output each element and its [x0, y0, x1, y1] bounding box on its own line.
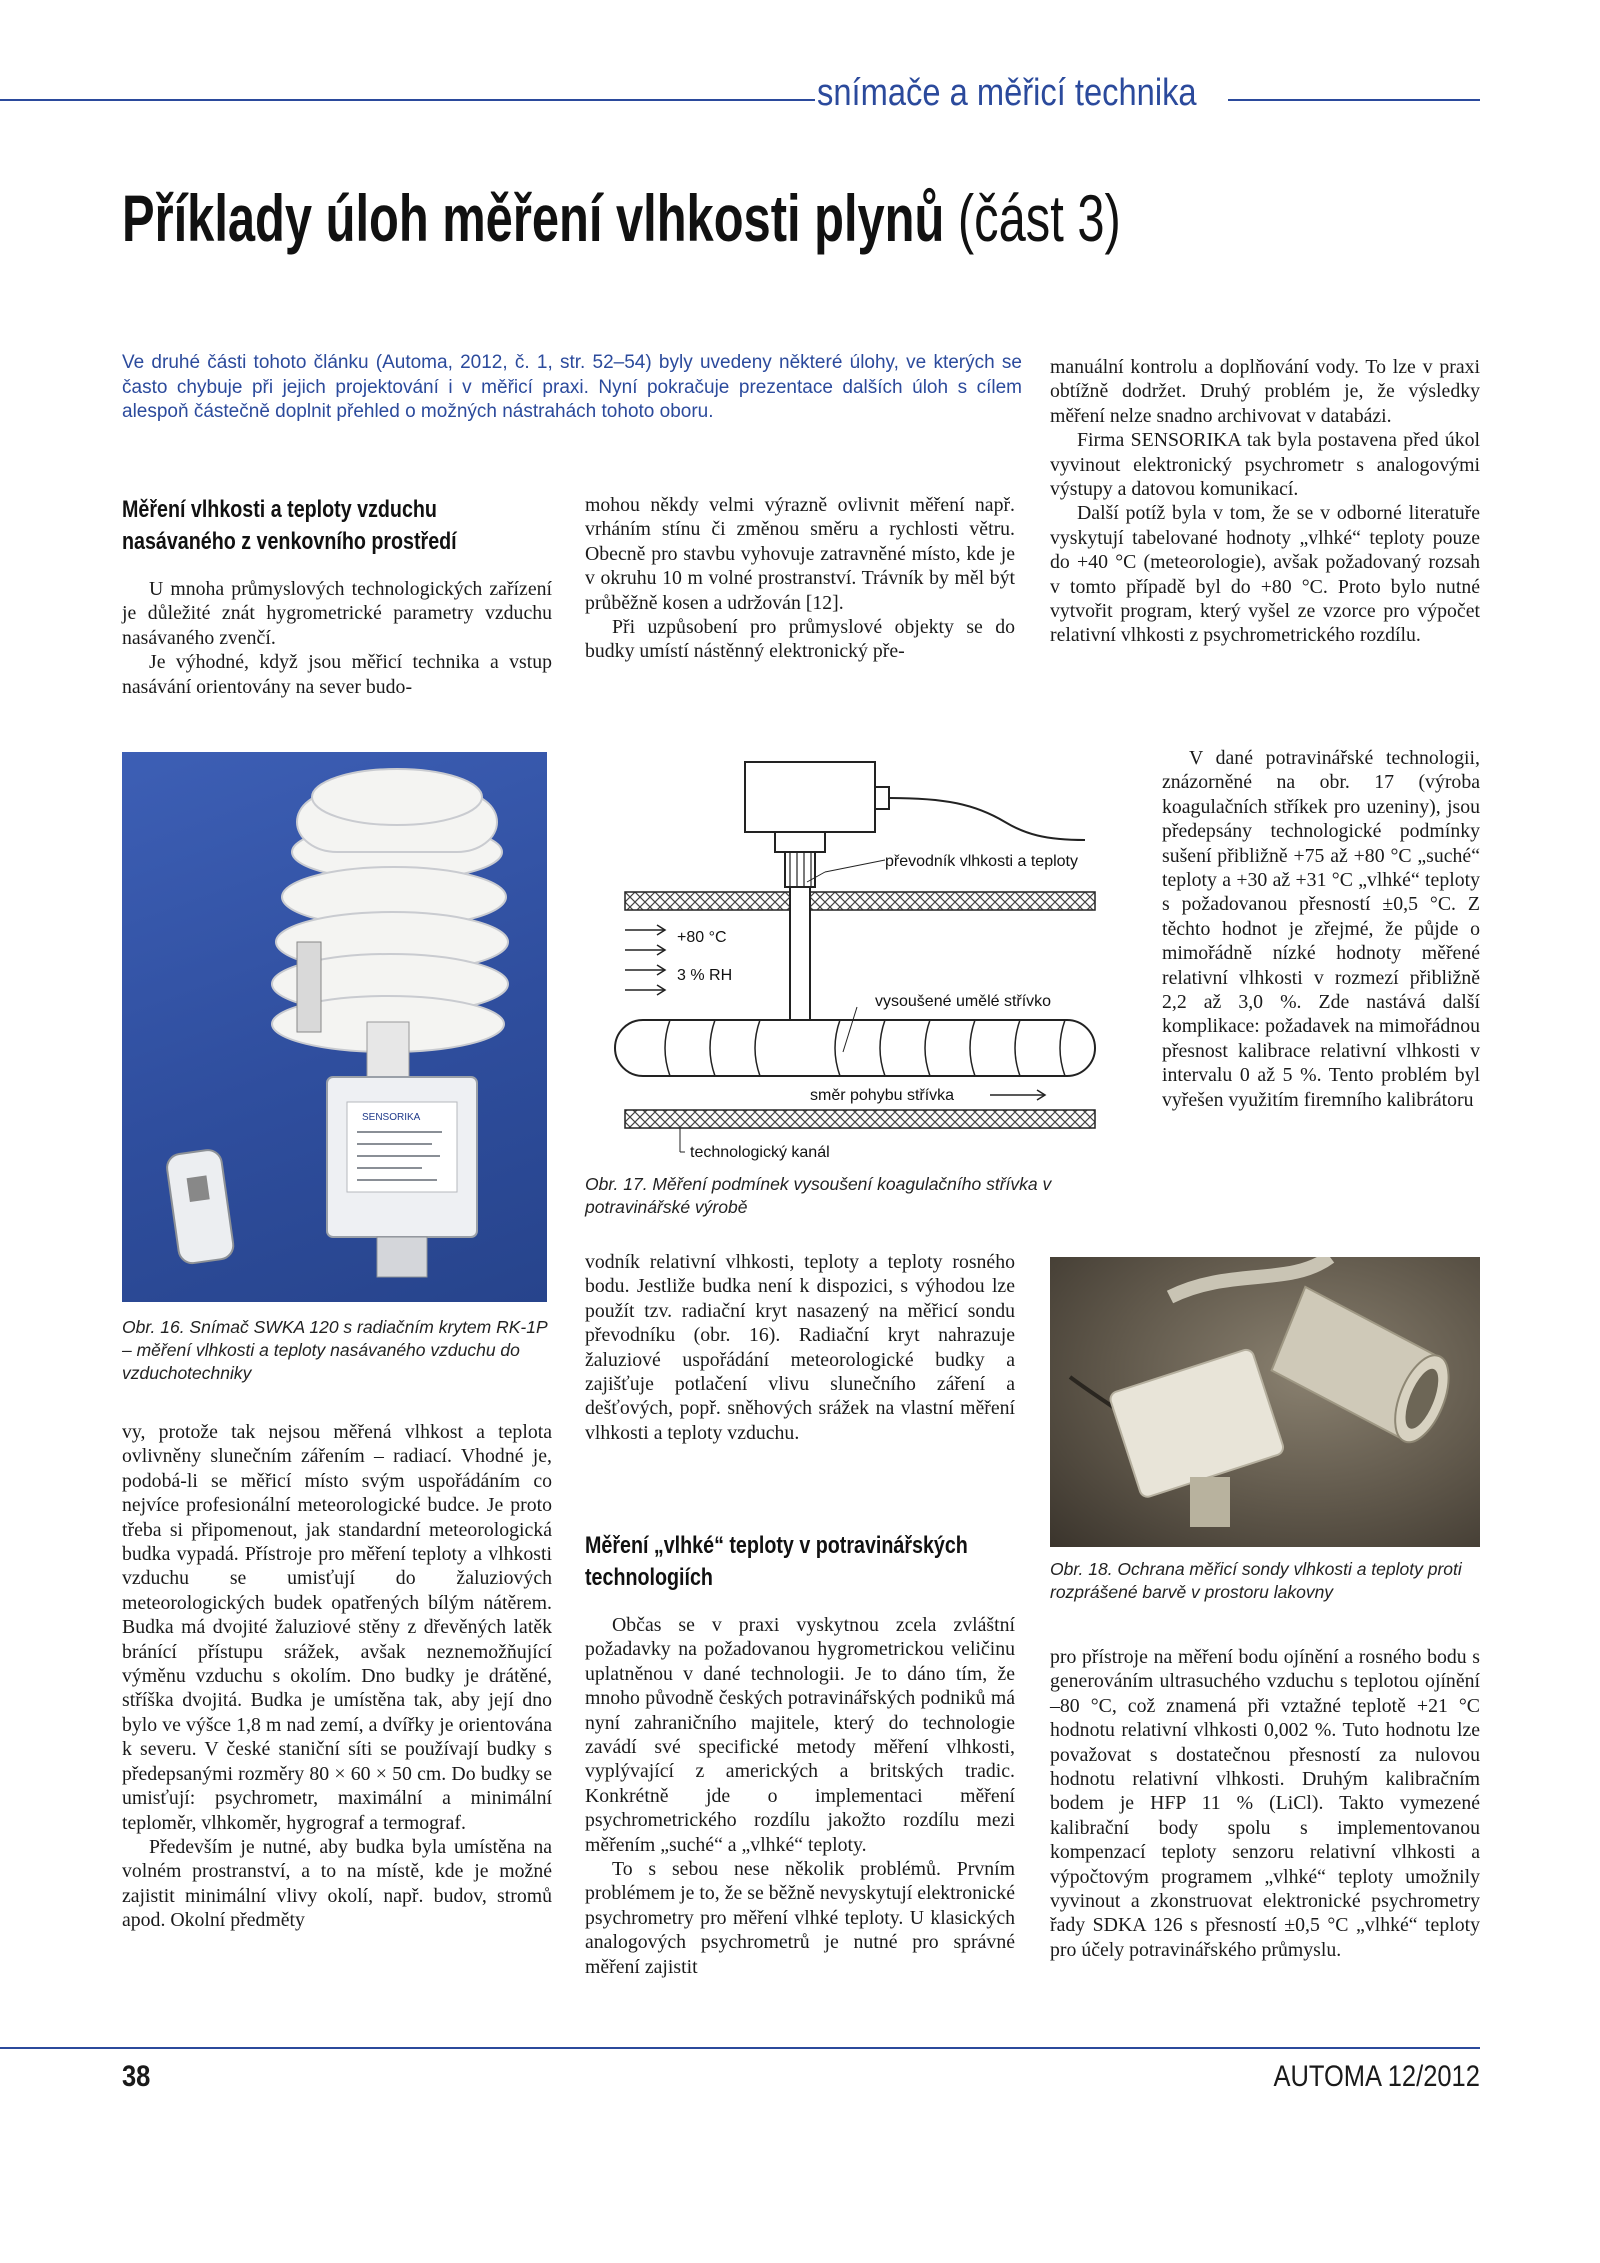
- figure-16-caption: Obr. 16. Snímač SWKA 120 s radiačním krytem RK-1P – měření vlhkosti a teploty nasávaného vzduchu do vzduchotechniky: [122, 1317, 547, 1383]
- paragraph: Je výhodné, když jsou měřicí technika a vstup nasávání orientovány na sever budo-: [122, 651, 552, 698]
- paragraph: vodník relativní vlhkosti, teploty a teploty rosného bodu. Jestliže budka není k dispozici, s výhodou lze použít tzv. radiační kryt nasazený na měřicí sondu převodníku (obr. 16). Radiační kryt nahrazuje žaluziové uspořádání meteorologické budky a zajišťuje potlačení vlivu slunečního záření a dešťových, popř. sněhových srážek na vlastní měření vlhkosti a teploty vzduchu.: [585, 1251, 1015, 1444]
- sensor-illustration: [122, 752, 547, 1302]
- label-direction: směr pohybu střívka: [810, 1087, 955, 1104]
- footer-rule: [0, 2047, 1480, 2049]
- col1-top-text: [122, 577, 552, 699]
- brand-label: SENSORIKA: [362, 1112, 421, 1123]
- col2-bottom-text-a: [585, 1250, 1015, 1445]
- label-temperature: +80 °C: [677, 929, 727, 946]
- paragraph: Občas se v praxi vyskytnou zcela zvláštní požadavky na požadovanou hygrometrickou veličinu uplatněnou v dané technologii. Je to dáno tím, že mnoho původně českých potravinářských podniků má nyní zahraničního majitele, který do technologie zavádí své specifické metody měření vlhkosti, vyplývající z amerických a britských tradic. Konkrétně jde o implementaci měření psychrometrického rozdílu jakožto rozdílu mezi měřením „suché“ a „vlhké“ teploty.: [585, 1614, 1015, 1856]
- paragraph: Další potíž byla v tom, že se v odborné literatuře vyskytují tabelované hodnoty „vlhké“ teploty pouze do +40 °C (meteorologie), avšak požadovaný rozsah v tomto případě byl do +80 °C. Proto bylo nutné vytvořit program, který vyšel ze vzorce pro výpočet relativní vlhkosti z psychrometrického rozdílu.: [1050, 502, 1480, 647]
- col2-bottom-text-b: [585, 1613, 1015, 1979]
- paragraph: Firma SENSORIKA tak byla postavena před úkol vyvinout elektronický psychrometr s analogovými výstupy a datovou komunikací.: [1050, 429, 1480, 501]
- figure-17-caption: Obr. 17. Měření podmínek vysoušení koagulačního střívka v potravinářské výrobě: [585, 1174, 1052, 1217]
- page-number: 38: [122, 2060, 151, 2093]
- paragraph: pro přístroje na měření bodu ojínění a rosného bodu s generováním ultrasuchého vzduchu s teplotou ojínění –80 °C, což znamená při vztažné teplotě +21 °C hodnotu relativní vlhkosti 0,002 %. Tuto hodnotu lze považovat s dostatečnou přesností za nulovou hodnotu relativní vlhkosti. Druhým kalibračním bodem je HFP 11 % (LiCl). Takto vymezené kalibrační body spolu s implementovanou kompenzací teploty senzoru relativní vlhkosti a výpočtovým programem „vlhké“ teploty umožnily vyvinout a zkonstruovat elektronické psychrometry řady SDKA 126 s přesností ±0,5 °C „vlhké“ teploty pro účely potravinářského průmyslu.: [1050, 1646, 1480, 1961]
- label-casing: vysoušené umělé střívko: [875, 993, 1052, 1010]
- col2-top-text: [585, 493, 1015, 664]
- label-humidity: 3 % RH: [677, 967, 733, 984]
- figure-18-caption: Obr. 18. Ochrana měřicí sondy vlhkosti a teploty proti rozprášené barvě v prostoru lakovny: [1050, 1559, 1462, 1602]
- paragraph: mohou někdy velmi výrazně ovlivnit měření např. vrháním stínu či změnou směru a rychlosti větru. Obecně pro stavbu vyhovuje zatravněné místo, kde je v okruhu 10 m volné prostranství. Trávník by měl být průběžně kosen a udržován [12].: [585, 494, 1015, 614]
- section-heading-wet-temperature: Měření „vlhké“ teploty v potravinářských technologiích: [585, 1532, 968, 1591]
- magazine-issue: AUTOMA 12/2012: [1273, 2060, 1480, 2093]
- header-rule-right: [1228, 99, 1480, 101]
- figure-17-diagram: [585, 752, 1125, 1172]
- paragraph: To s sebou nese několik problémů. Prvním problémem je to, že se běžně nevyskytují elektronické psychrometry pro měření vlhké teploty. U klasických analogových psychrometrů je nutné pro správné měření zajistit: [585, 1858, 1015, 1978]
- col3-bottom-text: [1050, 1645, 1480, 1962]
- figure-18-photo: [1050, 1257, 1480, 1547]
- paragraph: Především je nutné, aby budka byla umístěna na volném prostranství, a to na místě, kde je možné zajistit minimální vlivy okolí, např. budov, stromů apod. Okolní předměty: [122, 1835, 552, 1932]
- intro-paragraph: Ve druhé části tohoto článku (Automa, 2012, č. 1, str. 52–54) byly uvedeny některé úlohy, ve kterých se často chybuje při jejich projektování i v měřicí praxi. Nyní pokračuje prezentace dalších úloh s cílem alespoň částečně doplnit přehled o možných nástrahách tohoto oboru.: [122, 352, 1022, 422]
- article-title: [122, 180, 1121, 256]
- probe-illustration: [1050, 1257, 1480, 1547]
- label-transducer: převodník vlhkosti a teploty: [885, 853, 1078, 870]
- article-title-part: (část 3): [957, 181, 1121, 255]
- paragraph: manuální kontrolu a doplňování vody. To lze v praxi obtížně dodržet. Druhý problém je, že výsledky měření nelze snadno archivovat v databázi.: [1050, 356, 1480, 427]
- paragraph: vy, protože tak nejsou měřená vlhkost a teplota ovlivněny slunečním zářením – radiací. Vhodné je, podobá-li se měřicí místo svým uspořádáním co nejvíce profesionální meteorologické budce. Je proto třeba si připomenout, jak standardní meteorologická budka vypadá. Přístroje pro měření teploty a vlhkosti vzduchu se umisťují do žaluziových meteorologických budek opatřených bílým nátěrem. Budka má dvojité žaluziové stěny z dřevěných latěk bránící přístupu srážek, avšak neznemožňující výměnu vzduchu s okolím. Dno budky je drátěné, stříška dvojitá. Budka je umístěna tak, aby její dno bylo ve výšce 1,8 m nad zemí, a dvířky je orientována k severu. V české staniční síti se používají budky s předepsanými rozměry 80 × 60 × 50 cm. Do budky se umisťují: psychrometr, maximální a minimální teploměr, vlhkoměr, hygrograf a termograf.: [122, 1421, 552, 1834]
- figure-16-photo: [122, 752, 547, 1302]
- paragraph: U mnoha průmyslových technologických zařízení je důležité znát hygrometrické parametry vzduchu nasávaného zvenčí.: [122, 578, 552, 649]
- label-channel: technologický kanál: [690, 1144, 830, 1161]
- header-rule-left: [0, 99, 815, 101]
- col3-narrow-text: [1162, 746, 1480, 1112]
- paragraph: Při uzpůsobení pro průmyslové objekty se do budky umístí nástěnný elektronický pře-: [585, 616, 1015, 663]
- col1-bottom-text: [122, 1420, 552, 1933]
- section-title: snímače a měřicí technika: [817, 72, 1197, 114]
- col3-top-text: [1050, 355, 1480, 648]
- paragraph: V dané potravinářské technologii, znázorněné na obr. 17 (výroba koagulačních stříkek pro uzeniny), jsou předepsány technologické podmínky sušení přibližně +75 až +80 °C „suché“ teploty a +30 až +31 °C „vlhké“ teploty s požadovanou přesností ±0,5 °C. Z těchto hodnot je zřejmé, že půjde o mimořádně nízké hodnoty měřené relativní vlhkosti v rozmezí přibližně 2,2 až 3,0 %. Zde nastává další komplikace: požadavek na mimořádnou přesnost kalibrace relativní vlhkosti v intervalu 0 až 5 %. Tento problém byl vyřešen využitím firemního kalibrátoru: [1162, 747, 1480, 1111]
- article-title-main: Příklady úloh měření vlhkosti plynů: [122, 181, 945, 255]
- section-heading-outdoor: Měření vlhkosti a teploty vzduchu nasávaného z venkovního prostředí: [122, 496, 457, 555]
